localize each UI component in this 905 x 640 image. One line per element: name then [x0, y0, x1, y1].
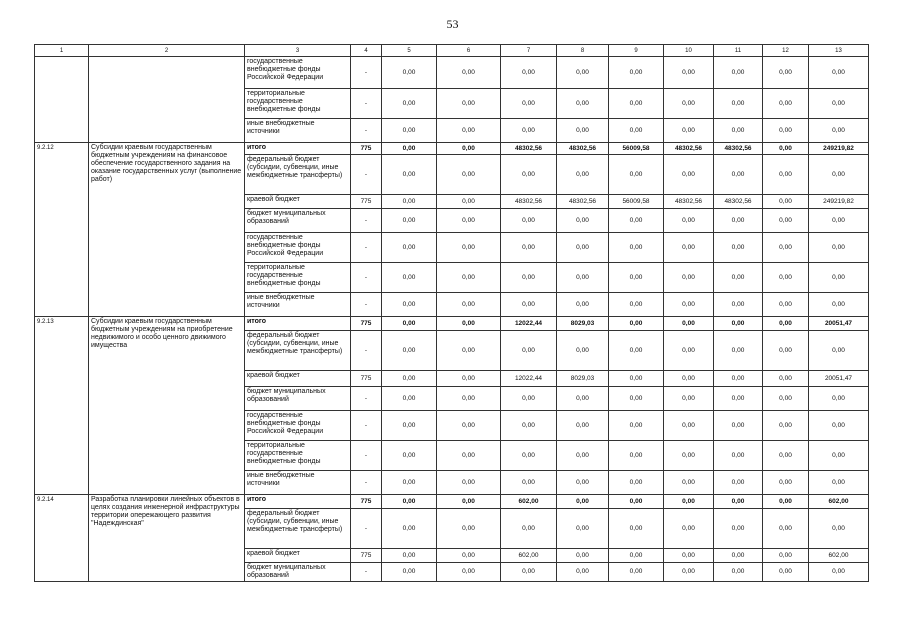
- value-cell-col-5: 0,00: [382, 293, 437, 317]
- budget-code-cell: 775: [351, 195, 382, 209]
- value-cell-col-8: 0,00: [557, 209, 609, 233]
- value-cell-col-13: 0,00: [809, 387, 869, 411]
- value-cell-col-7: 0,00: [501, 563, 557, 582]
- value-cell-col-7: 0,00: [501, 263, 557, 293]
- value-cell-col-5: 0,00: [382, 155, 437, 195]
- value-cell-col-12: 0,00: [763, 195, 809, 209]
- value-cell-col-11: 0,00: [714, 57, 763, 89]
- value-cell-col-8: 0,00: [557, 441, 609, 471]
- value-cell-col-6: 0,00: [437, 471, 501, 495]
- value-cell-col-11: 48302,56: [714, 143, 763, 155]
- column-header-2: 2: [89, 45, 245, 57]
- funding-source-cell: иные внебюджетные источники: [245, 293, 351, 317]
- value-cell-col-6: 0,00: [437, 371, 501, 387]
- funding-source-cell: федеральный бюджет (субсидии, субвенции, иные межбюджетные трансферты): [245, 331, 351, 371]
- budget-code-cell: -: [351, 387, 382, 411]
- value-cell-col-13: 20051,47: [809, 317, 869, 331]
- value-cell-col-11: 0,00: [714, 441, 763, 471]
- value-cell-col-7: 12022,44: [501, 317, 557, 331]
- funding-source-cell: федеральный бюджет (субсидии, субвенции, иные межбюджетные трансферты): [245, 155, 351, 195]
- value-cell-col-5: 0,00: [382, 57, 437, 89]
- value-cell-col-7: 0,00: [501, 331, 557, 371]
- value-cell-col-12: 0,00: [763, 441, 809, 471]
- value-cell-col-9: 0,00: [609, 263, 664, 293]
- value-cell-col-5: 0,00: [382, 411, 437, 441]
- value-cell-col-12: 0,00: [763, 549, 809, 563]
- column-header-4: 4: [351, 45, 382, 57]
- funding-source-cell: территориальные государственные внебюджетные фонды: [245, 89, 351, 119]
- value-cell-col-12: 0,00: [763, 263, 809, 293]
- value-cell-col-8: 0,00: [557, 293, 609, 317]
- budget-code-cell: -: [351, 89, 382, 119]
- value-cell-col-12: 0,00: [763, 143, 809, 155]
- value-cell-col-12: 0,00: [763, 89, 809, 119]
- value-cell-col-8: 0,00: [557, 411, 609, 441]
- funding-source-cell: иные внебюджетные источники: [245, 471, 351, 495]
- value-cell-col-12: 0,00: [763, 209, 809, 233]
- value-cell-col-10: 0,00: [664, 89, 714, 119]
- value-cell-col-13: 0,00: [809, 563, 869, 582]
- funding-source-cell: государственные внебюджетные фонды Российской Федерации: [245, 233, 351, 263]
- budget-code-cell: -: [351, 411, 382, 441]
- budget-code-cell: 775: [351, 495, 382, 509]
- table-body: [35, 57, 869, 582]
- value-cell-col-7: 48302,56: [501, 143, 557, 155]
- value-cell-col-6: 0,00: [437, 57, 501, 89]
- item-title-cell: Субсидии краевым государственным бюджетным учреждениям на финансовое обеспечение государственного задания на оказание государственных услуг (выполнение работ): [89, 143, 245, 317]
- funding-source-cell: итого: [245, 143, 351, 155]
- budget-code-cell: -: [351, 293, 382, 317]
- item-number-cell: 9.2.13: [35, 317, 89, 495]
- value-cell-col-6: 0,00: [437, 293, 501, 317]
- value-cell-col-11: 0,00: [714, 495, 763, 509]
- value-cell-col-11: 0,00: [714, 549, 763, 563]
- value-cell-col-11: 0,00: [714, 371, 763, 387]
- value-cell-col-9: 0,00: [609, 317, 664, 331]
- column-header-9: 9: [609, 45, 664, 57]
- value-cell-col-12: 0,00: [763, 509, 809, 549]
- item-number-cell: 9.2.12: [35, 143, 89, 317]
- value-cell-col-7: 602,00: [501, 495, 557, 509]
- budget-code-cell: -: [351, 233, 382, 263]
- budget-code-cell: -: [351, 155, 382, 195]
- funding-source-cell: территориальные государственные внебюджетные фонды: [245, 263, 351, 293]
- column-header-7: 7: [501, 45, 557, 57]
- funding-source-cell: краевой бюджет: [245, 371, 351, 387]
- value-cell-col-10: 0,00: [664, 57, 714, 89]
- budget-code-cell: -: [351, 441, 382, 471]
- value-cell-col-10: 0,00: [664, 441, 714, 471]
- value-cell-col-12: 0,00: [763, 563, 809, 582]
- value-cell-col-6: 0,00: [437, 441, 501, 471]
- value-cell-col-11: 0,00: [714, 263, 763, 293]
- value-cell-col-8: 0,00: [557, 509, 609, 549]
- value-cell-col-11: 0,00: [714, 317, 763, 331]
- value-cell-col-12: 0,00: [763, 57, 809, 89]
- value-cell-col-5: 0,00: [382, 233, 437, 263]
- value-cell-col-9: 0,00: [609, 549, 664, 563]
- item-number-cell: [35, 57, 89, 143]
- value-cell-col-7: 0,00: [501, 89, 557, 119]
- item-title-cell: [89, 57, 245, 143]
- value-cell-col-9: 0,00: [609, 331, 664, 371]
- value-cell-col-13: 0,00: [809, 233, 869, 263]
- value-cell-col-6: 0,00: [437, 155, 501, 195]
- value-cell-col-9: 0,00: [609, 495, 664, 509]
- value-cell-col-10: 0,00: [664, 471, 714, 495]
- value-cell-col-9: 0,00: [609, 233, 664, 263]
- value-cell-col-9: 0,00: [609, 563, 664, 582]
- table-row-total: [35, 495, 869, 509]
- value-cell-col-9: 0,00: [609, 411, 664, 441]
- value-cell-col-7: 0,00: [501, 119, 557, 143]
- value-cell-col-7: 0,00: [501, 387, 557, 411]
- budget-code-cell: -: [351, 209, 382, 233]
- value-cell-col-11: 0,00: [714, 331, 763, 371]
- funding-source-cell: государственные внебюджетные фонды Российской Федерации: [245, 57, 351, 89]
- value-cell-col-13: 0,00: [809, 441, 869, 471]
- budget-code-cell: -: [351, 331, 382, 371]
- budget-code-cell: -: [351, 119, 382, 143]
- value-cell-col-6: 0,00: [437, 509, 501, 549]
- value-cell-col-13: 0,00: [809, 209, 869, 233]
- value-cell-col-10: 0,00: [664, 509, 714, 549]
- value-cell-col-12: 0,00: [763, 119, 809, 143]
- value-cell-col-10: 0,00: [664, 209, 714, 233]
- value-cell-col-10: 0,00: [664, 411, 714, 441]
- value-cell-col-6: 0,00: [437, 331, 501, 371]
- value-cell-col-6: 0,00: [437, 317, 501, 331]
- value-cell-col-8: 0,00: [557, 563, 609, 582]
- value-cell-col-6: 0,00: [437, 119, 501, 143]
- value-cell-col-5: 0,00: [382, 143, 437, 155]
- value-cell-col-11: 0,00: [714, 209, 763, 233]
- budget-code-cell: -: [351, 57, 382, 89]
- value-cell-col-9: 0,00: [609, 57, 664, 89]
- column-header-10: 10: [664, 45, 714, 57]
- value-cell-col-8: 48302,56: [557, 143, 609, 155]
- column-header-5: 5: [382, 45, 437, 57]
- value-cell-col-10: 0,00: [664, 371, 714, 387]
- value-cell-col-10: 0,00: [664, 293, 714, 317]
- budget-code-cell: -: [351, 563, 382, 582]
- value-cell-col-8: 0,00: [557, 263, 609, 293]
- value-cell-col-9: 56009,58: [609, 143, 664, 155]
- value-cell-col-5: 0,00: [382, 195, 437, 209]
- value-cell-col-13: 249219,82: [809, 195, 869, 209]
- value-cell-col-13: 0,00: [809, 471, 869, 495]
- value-cell-col-5: 0,00: [382, 331, 437, 371]
- value-cell-col-11: 0,00: [714, 471, 763, 495]
- value-cell-col-5: 0,00: [382, 317, 437, 331]
- value-cell-col-9: 0,00: [609, 293, 664, 317]
- value-cell-col-13: 0,00: [809, 411, 869, 441]
- value-cell-col-12: 0,00: [763, 471, 809, 495]
- funding-source-cell: федеральный бюджет (субсидии, субвенции, иные межбюджетные трансферты): [245, 509, 351, 549]
- column-header-12: 12: [763, 45, 809, 57]
- value-cell-col-13: 20051,47: [809, 371, 869, 387]
- value-cell-col-11: 0,00: [714, 233, 763, 263]
- value-cell-col-10: 48302,56: [664, 195, 714, 209]
- value-cell-col-10: 0,00: [664, 495, 714, 509]
- value-cell-col-6: 0,00: [437, 563, 501, 582]
- value-cell-col-5: 0,00: [382, 471, 437, 495]
- funding-source-cell: итого: [245, 495, 351, 509]
- funding-source-cell: краевой бюджет: [245, 195, 351, 209]
- value-cell-col-5: 0,00: [382, 89, 437, 119]
- column-header-1: 1: [35, 45, 89, 57]
- value-cell-col-7: 0,00: [501, 155, 557, 195]
- value-cell-col-8: 0,00: [557, 155, 609, 195]
- value-cell-col-6: 0,00: [437, 195, 501, 209]
- value-cell-col-12: 0,00: [763, 495, 809, 509]
- budget-code-cell: 775: [351, 143, 382, 155]
- value-cell-col-5: 0,00: [382, 387, 437, 411]
- funding-source-cell: территориальные государственные внебюджетные фонды: [245, 441, 351, 471]
- value-cell-col-8: 0,00: [557, 233, 609, 263]
- item-number-cell: 9.2.14: [35, 495, 89, 582]
- value-cell-col-8: 8029,03: [557, 371, 609, 387]
- value-cell-col-8: 0,00: [557, 549, 609, 563]
- funding-source-cell: бюджет муниципальных образований: [245, 563, 351, 582]
- value-cell-col-11: 0,00: [714, 387, 763, 411]
- value-cell-col-8: 0,00: [557, 331, 609, 371]
- value-cell-col-11: 0,00: [714, 89, 763, 119]
- value-cell-col-10: 0,00: [664, 317, 714, 331]
- value-cell-col-10: 0,00: [664, 155, 714, 195]
- value-cell-col-11: 0,00: [714, 293, 763, 317]
- value-cell-col-13: 249219,82: [809, 143, 869, 155]
- value-cell-col-5: 0,00: [382, 441, 437, 471]
- budget-table: [34, 44, 869, 582]
- column-header-8: 8: [557, 45, 609, 57]
- value-cell-col-7: 0,00: [501, 57, 557, 89]
- value-cell-col-8: 48302,56: [557, 195, 609, 209]
- value-cell-col-6: 0,00: [437, 143, 501, 155]
- column-header-11: 11: [714, 45, 763, 57]
- value-cell-col-6: 0,00: [437, 549, 501, 563]
- value-cell-col-8: 0,00: [557, 89, 609, 119]
- value-cell-col-12: 0,00: [763, 317, 809, 331]
- column-header-13: 13: [809, 45, 869, 57]
- value-cell-col-8: 0,00: [557, 119, 609, 143]
- table-row-total: [35, 317, 869, 331]
- value-cell-col-13: 602,00: [809, 549, 869, 563]
- value-cell-col-8: 8029,03: [557, 317, 609, 331]
- funding-source-cell: бюджет муниципальных образований: [245, 387, 351, 411]
- item-title-cell: Разработка планировки линейных объектов в целях создания инженерной инфраструктуры территории опережающего развития "Надеждинская": [89, 495, 245, 582]
- value-cell-col-10: 0,00: [664, 549, 714, 563]
- value-cell-col-6: 0,00: [437, 495, 501, 509]
- value-cell-col-8: 0,00: [557, 387, 609, 411]
- column-header-6: 6: [437, 45, 501, 57]
- value-cell-col-13: 0,00: [809, 119, 869, 143]
- value-cell-col-7: 0,00: [501, 209, 557, 233]
- value-cell-col-10: 0,00: [664, 233, 714, 263]
- value-cell-col-10: 0,00: [664, 331, 714, 371]
- value-cell-col-8: 0,00: [557, 471, 609, 495]
- budget-code-cell: 775: [351, 317, 382, 331]
- value-cell-col-13: 0,00: [809, 293, 869, 317]
- value-cell-col-12: 0,00: [763, 331, 809, 371]
- value-cell-col-12: 0,00: [763, 411, 809, 441]
- value-cell-col-13: 602,00: [809, 495, 869, 509]
- value-cell-col-13: 0,00: [809, 57, 869, 89]
- value-cell-col-9: 56009,58: [609, 195, 664, 209]
- value-cell-col-9: 0,00: [609, 471, 664, 495]
- value-cell-col-9: 0,00: [609, 509, 664, 549]
- value-cell-col-9: 0,00: [609, 387, 664, 411]
- value-cell-col-8: 0,00: [557, 495, 609, 509]
- value-cell-col-9: 0,00: [609, 89, 664, 119]
- budget-code-cell: 775: [351, 371, 382, 387]
- value-cell-col-9: 0,00: [609, 371, 664, 387]
- funding-source-cell: государственные внебюджетные фонды Российской Федерации: [245, 411, 351, 441]
- value-cell-col-7: 0,00: [501, 509, 557, 549]
- value-cell-col-12: 0,00: [763, 233, 809, 263]
- value-cell-col-12: 0,00: [763, 387, 809, 411]
- item-title-cell: Субсидии краевым государственным бюджетным учреждениям на приобретение недвижимого и особо ценного движимого имущества: [89, 317, 245, 495]
- table-row: [35, 57, 869, 89]
- value-cell-col-5: 0,00: [382, 495, 437, 509]
- value-cell-col-6: 0,00: [437, 209, 501, 233]
- value-cell-col-9: 0,00: [609, 155, 664, 195]
- value-cell-col-7: 0,00: [501, 233, 557, 263]
- value-cell-col-9: 0,00: [609, 209, 664, 233]
- funding-source-cell: итого: [245, 317, 351, 331]
- value-cell-col-6: 0,00: [437, 263, 501, 293]
- value-cell-col-7: 0,00: [501, 441, 557, 471]
- value-cell-col-11: 0,00: [714, 509, 763, 549]
- value-cell-col-11: 48302,56: [714, 195, 763, 209]
- value-cell-col-12: 0,00: [763, 155, 809, 195]
- value-cell-col-11: 0,00: [714, 411, 763, 441]
- value-cell-col-10: 0,00: [664, 387, 714, 411]
- value-cell-col-12: 0,00: [763, 371, 809, 387]
- budget-code-cell: -: [351, 263, 382, 293]
- value-cell-col-5: 0,00: [382, 371, 437, 387]
- value-cell-col-13: 0,00: [809, 331, 869, 371]
- funding-source-cell: иные внебюджетные источники: [245, 119, 351, 143]
- value-cell-col-5: 0,00: [382, 263, 437, 293]
- value-cell-col-11: 0,00: [714, 155, 763, 195]
- value-cell-col-6: 0,00: [437, 89, 501, 119]
- value-cell-col-6: 0,00: [437, 411, 501, 441]
- funding-source-cell: бюджет муниципальных образований: [245, 209, 351, 233]
- value-cell-col-7: 0,00: [501, 471, 557, 495]
- value-cell-col-5: 0,00: [382, 509, 437, 549]
- value-cell-col-5: 0,00: [382, 209, 437, 233]
- value-cell-col-5: 0,00: [382, 119, 437, 143]
- value-cell-col-5: 0,00: [382, 563, 437, 582]
- value-cell-col-13: 0,00: [809, 509, 869, 549]
- value-cell-col-10: 0,00: [664, 119, 714, 143]
- value-cell-col-11: 0,00: [714, 119, 763, 143]
- value-cell-col-9: 0,00: [609, 119, 664, 143]
- budget-code-cell: -: [351, 509, 382, 549]
- value-cell-col-7: 48302,56: [501, 195, 557, 209]
- budget-code-cell: 775: [351, 549, 382, 563]
- value-cell-col-7: 0,00: [501, 293, 557, 317]
- value-cell-col-7: 0,00: [501, 411, 557, 441]
- value-cell-col-11: 0,00: [714, 563, 763, 582]
- value-cell-col-7: 12022,44: [501, 371, 557, 387]
- value-cell-col-13: 0,00: [809, 263, 869, 293]
- table-header-row: [35, 45, 869, 57]
- value-cell-col-9: 0,00: [609, 441, 664, 471]
- value-cell-col-6: 0,00: [437, 233, 501, 263]
- table-row-total: [35, 143, 869, 155]
- value-cell-col-12: 0,00: [763, 293, 809, 317]
- value-cell-col-8: 0,00: [557, 57, 609, 89]
- value-cell-col-13: 0,00: [809, 89, 869, 119]
- funding-source-cell: краевой бюджет: [245, 549, 351, 563]
- value-cell-col-5: 0,00: [382, 549, 437, 563]
- budget-code-cell: -: [351, 471, 382, 495]
- column-header-3: 3: [245, 45, 351, 57]
- value-cell-col-7: 602,00: [501, 549, 557, 563]
- value-cell-col-10: 48302,56: [664, 143, 714, 155]
- value-cell-col-10: 0,00: [664, 563, 714, 582]
- value-cell-col-13: 0,00: [809, 155, 869, 195]
- value-cell-col-6: 0,00: [437, 387, 501, 411]
- page-number: 53: [446, 17, 459, 31]
- value-cell-col-10: 0,00: [664, 263, 714, 293]
